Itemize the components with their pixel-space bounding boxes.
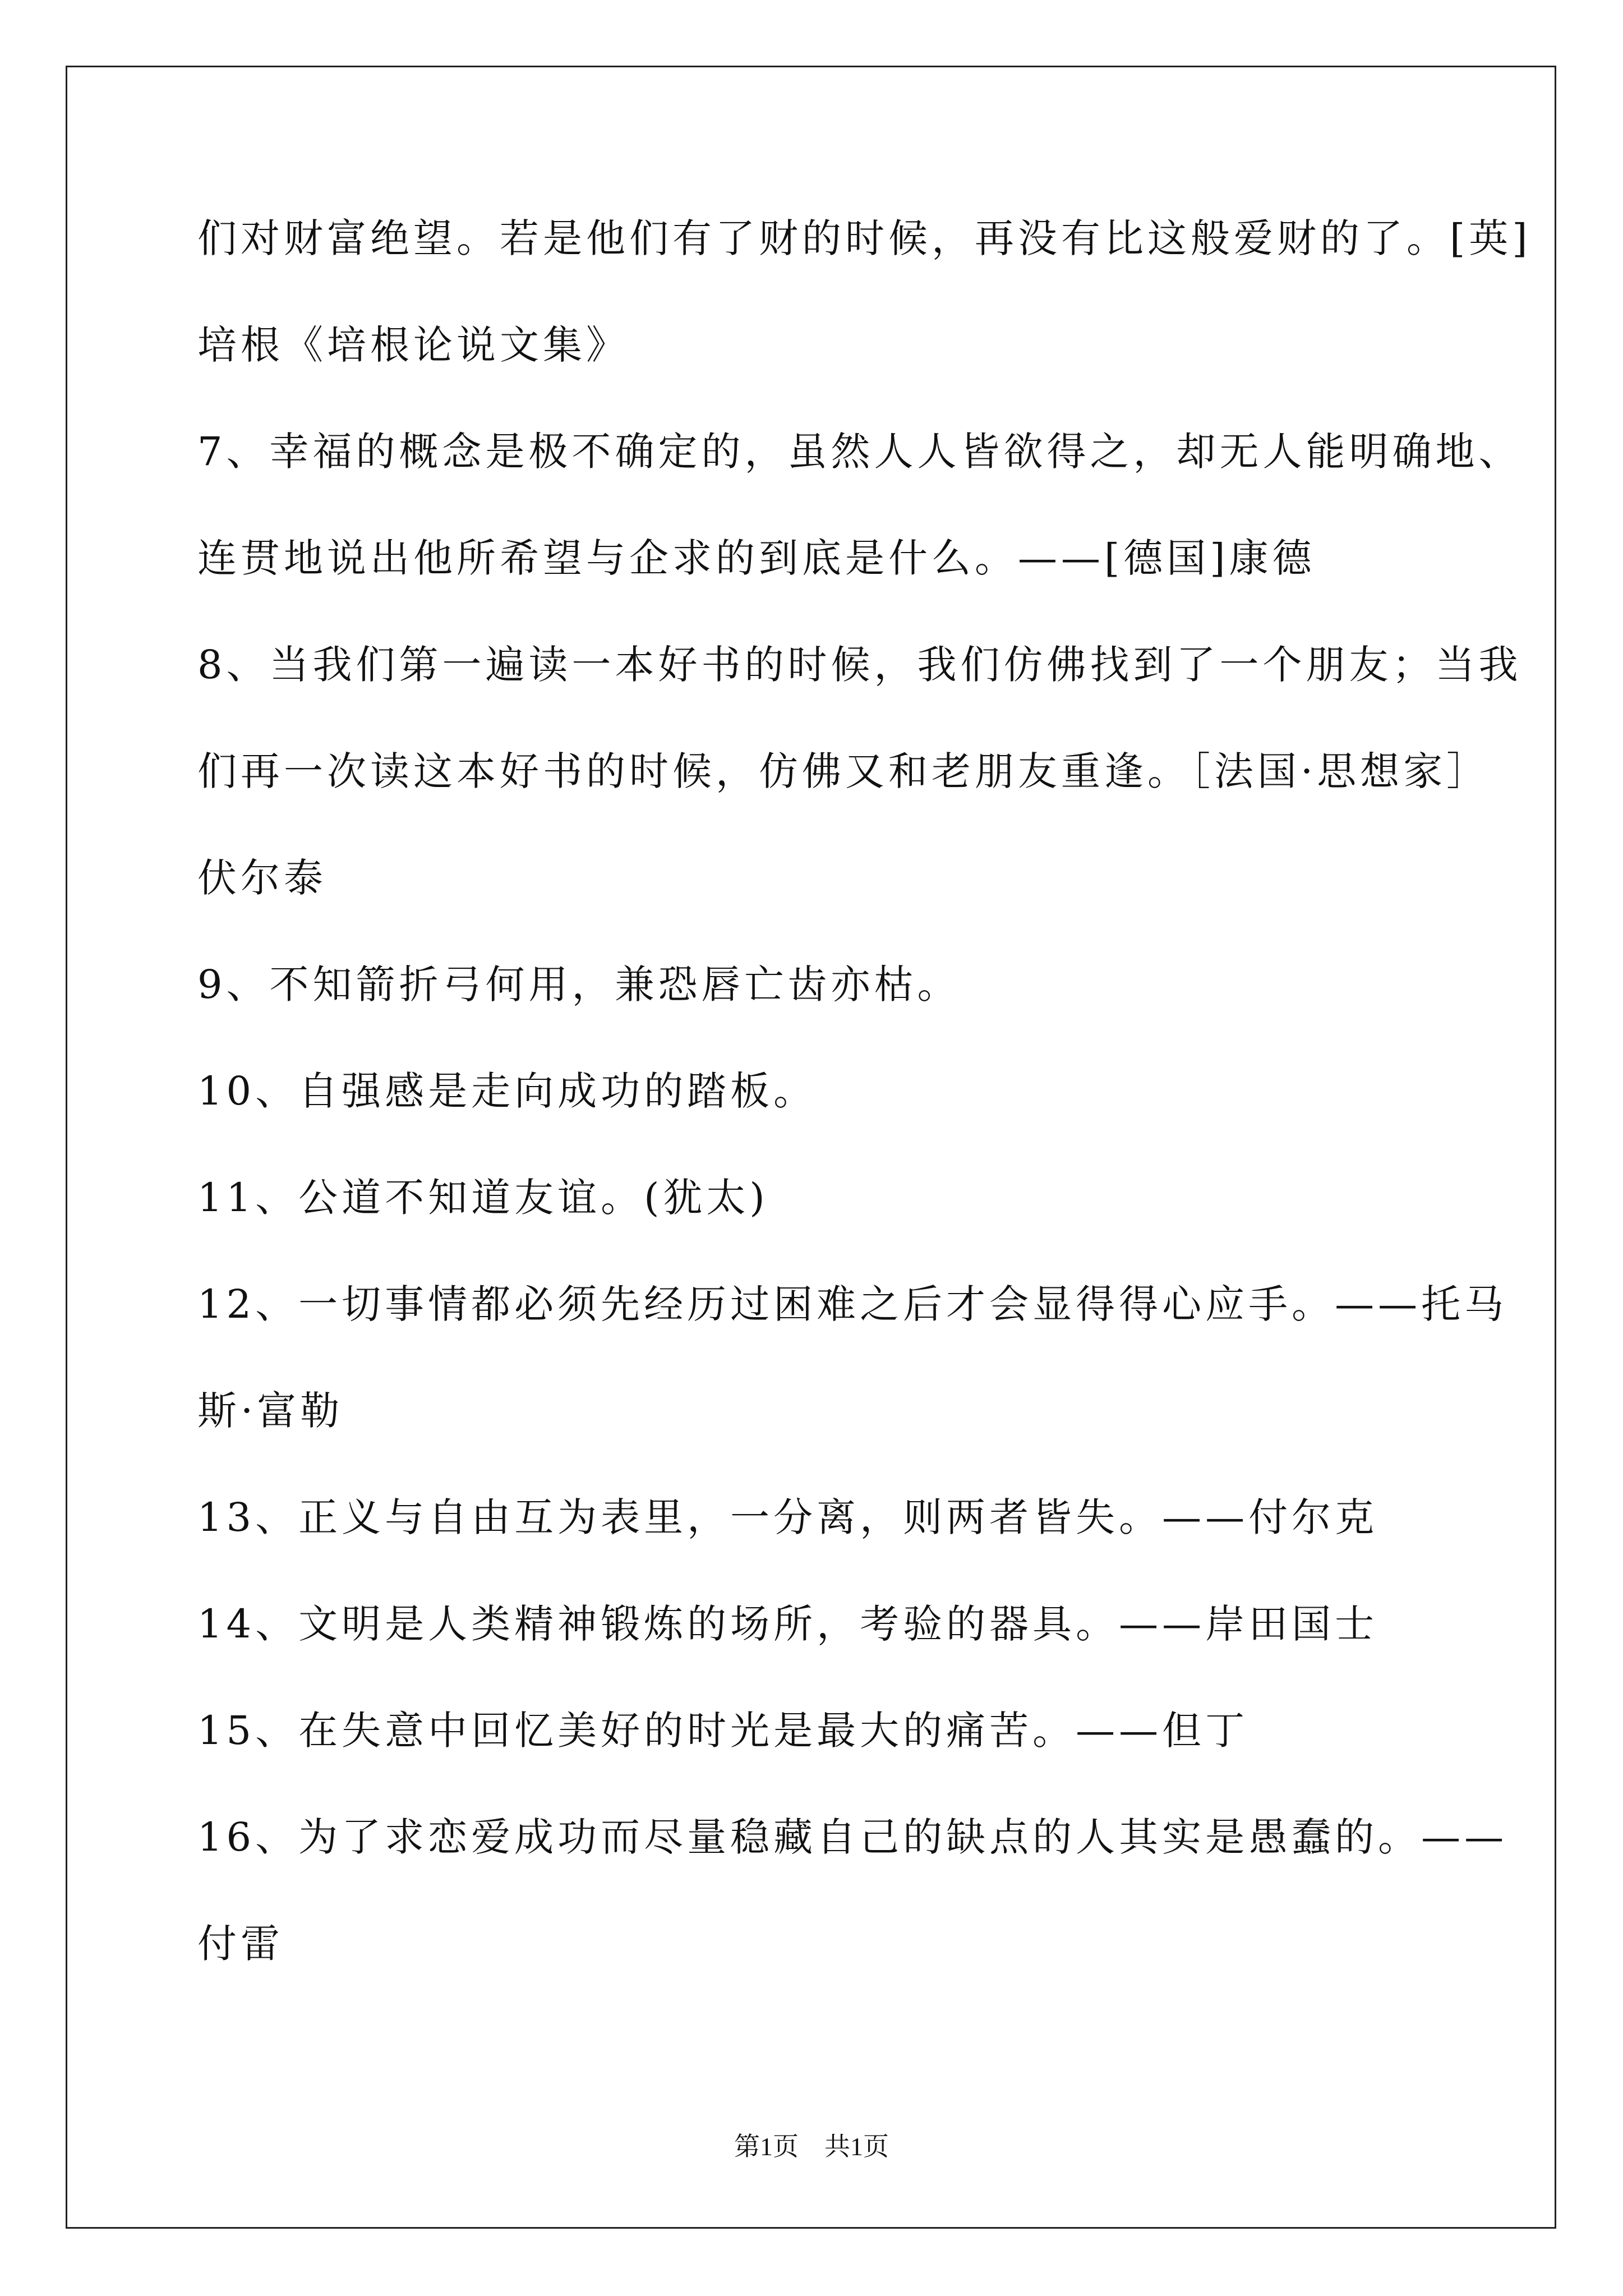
text-line: 斯·富勒 <box>197 1388 344 1434</box>
text-line: 7、幸福的概念是极不确定的，虽然人人皆欲得之，却无人能明确地、 <box>197 429 1522 475</box>
text-line: 们再一次读这本好书的时候，仿佛又和老朋友重逢。［法国·思想家］ <box>197 748 1490 794</box>
text-line: 12、一切事情都必须先经历过困难之后才会显得得心应手。——托马 <box>197 1281 1508 1327</box>
text-line: 14、文明是人类精神锻炼的场所，考验的器具。——岸田国士 <box>197 1601 1378 1647</box>
text-line: 连贯地说出他所希望与企求的到底是什么。——[德国]康德 <box>197 535 1316 581</box>
text-line: 9、不知箭折弓何用，兼恐唇亡齿亦枯。 <box>197 961 961 1007</box>
text-line: 们对财富绝望。若是他们有了财的时候，再没有比这般爱财的了。[英] <box>197 215 1532 261</box>
document-body <box>197 210 1532 2022</box>
text-line: 伏尔泰 <box>197 855 327 901</box>
page-footer: 第1页 共1页 <box>734 2132 889 2161</box>
text-line: 8、当我们第一遍读一本好书的时候，我们仿佛找到了一个朋友；当我 <box>197 642 1522 688</box>
text-line: 15、在失意中回忆美好的时光是最大的痛苦。——但丁 <box>197 1708 1249 1754</box>
text-line: 11、公道不知道友谊。(犹太) <box>197 1175 769 1221</box>
text-line: 13、正义与自由互为表里，一分离，则两者皆失。——付尔克 <box>197 1494 1378 1540</box>
text-line: 培根《培根论说文集》 <box>197 322 629 368</box>
text-line: 10、自强感是走向成功的踏板。 <box>197 1068 817 1114</box>
text-line: 付雷 <box>197 1921 284 1967</box>
text-line: 16、为了求恋爱成功而尽量稳藏自己的缺点的人其实是愚蠢的。—— <box>197 1814 1508 1860</box>
